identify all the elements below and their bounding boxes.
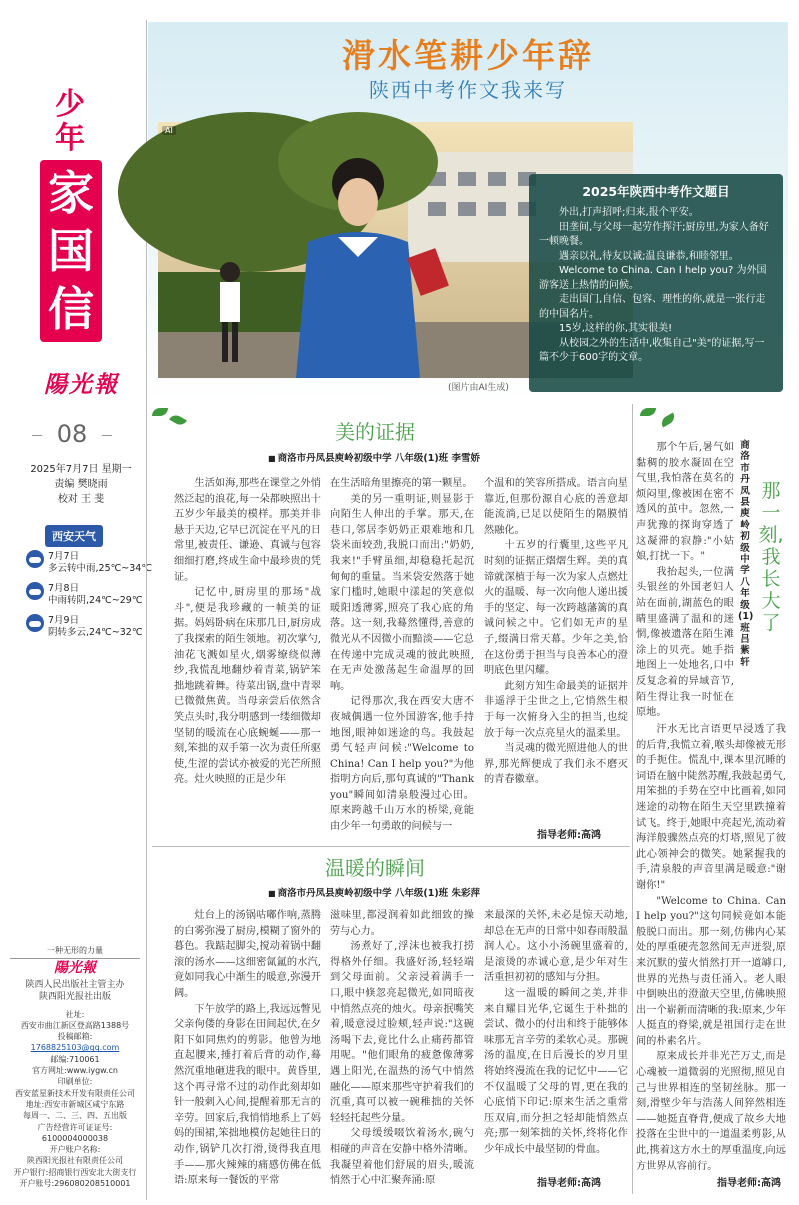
masthead-char: 信 xyxy=(48,282,94,336)
article-column xyxy=(636,722,786,1172)
editor: 责编 樊晓雨 xyxy=(54,479,108,490)
article-byline: 商洛市丹凤县庾岭初级中学 八年级(1)班 吕紫轩 xyxy=(738,440,754,668)
article-column xyxy=(174,908,321,1188)
article-paragraph: 记得那次,我在西安大唐不夜城偶遇一位外国游客,他手持地图,眼神如迷途的鸟。我鼓起勇气轻声问候:"Welcome to China! Can I help you?"为他指明方向后,那句真诚的"Thank you"瞬间如清泉般漫过心田。原来跨越千山万水的桥梁,竟能由少年一句勇敢的问候与一 xyxy=(330,696,474,833)
article-paragraph: 这一温暖的瞬间之美,并非来自耀目光华,它诞生于朴拙的尝试、微小的付出和终于能够体味那无言辛劳的柔软心灵。那碗汤的温度,在日后漫长的岁月里将始终漫流在我的记忆中——它不仅温暖了父母的胃,更在我的心底悄下印记:原来生活之重常压双肩,而分担之轻却能悄然点亮;那一刻笨拙的关怀,终将化作少年成长中最坚韧的骨血。 xyxy=(484,987,628,1155)
imprint-line: 每周一、二、三、四、五出版 xyxy=(23,1111,127,1121)
article-paragraph: 来最深的关怀,未必是惊天动地,却总在无声的日常中如春雨般温润人心。这小小汤碗里盛着的,是滚烫的赤诚心意,是少年对生活重担初初的感知与分担。 xyxy=(484,910,628,984)
weather-date: 7月9日 xyxy=(48,615,80,626)
website-link[interactable]: 官方网址:www.iygw.cn xyxy=(32,1066,118,1076)
article-paragraph: 美的另一重明证,则显影于向陌生人伸出的手掌。那天,在巷口,邻居李奶奶正艰难地和几袋米面较劲,我脱口而出:"奶奶,我来!"手臂虽细,却稳稳托起沉甸甸的重量。当米袋安然落于她家门槛时,她眼中漾起的笑意似暖阳透薄雾,照亮了我心底的角落。这一刻,我蓦然懂得,善意的微光从不因微小而黯淡——它总在传递中完成灵魂的彼此映照,在无声处激荡起生命温厚的回响。 xyxy=(330,493,474,692)
article-byline: ■ 商洛市丹凤县庾岭初级中学 八年级(1)班 朱彩萍 xyxy=(268,885,480,899)
article-paragraph: "Welcome to China. Can I help you?"这句同候竟如本能般脱口而出。那一刻,仿佛内心某处的厚重硬壳忽然间无声迸裂,原来沉默的萤火悄然打开一道罅口,世界的光热与责任涌入。老人眼中倒映出的澄澈天空里,仿佛映照出一个崭新而清晰的我:原来,少年人挺直的脊梁,就是祖国行走在世间的朴素名片。 xyxy=(636,895,786,1047)
topic-paragraph: 从校园之外的生活中,收集自己"美"的证据,写一篇不少于600字的文章。 xyxy=(539,337,765,363)
article-paragraph: 我抬起头,一位满头银丝的外国老妇人站在面前,湖蓝色的眼睛里盛满了温和的迷惘,像被遗落在陌生滩涂上的贝壳。她手指地图上一处地名,口中反复念着的异域音节,陌生得让我一时怔在原地。 xyxy=(636,566,734,719)
weather-date: 7月8日 xyxy=(48,583,80,594)
leaf-icon xyxy=(169,413,187,428)
page-number: 08 xyxy=(34,420,110,448)
article-paragraph: 下午放学的路上,我远远瞥见父亲佝偻的身影在田间起伏,在夕阳下如同焦灼的剪影。他曾为地直起腰来,捶打着后背的动作,蓦然沉重地砸进我的眼中。黄昏里,这个再寻常不过的动作此刻却如针一般刺入心间,提醒着那无言的辛劳。回家后,我悄悄地系上了妈妈的围裙,笨拙地模仿起她往日的动作,锅铲几次打滑,烫得我直甩手——那火辣辣的痛感仿佛在低语:原来每一餐饭的平常 xyxy=(174,1003,321,1187)
column-divider xyxy=(632,404,633,1194)
teacher-credit: 指导老师:高鸿 xyxy=(537,1178,601,1189)
article-column xyxy=(484,476,628,806)
article-title: 美的证据 xyxy=(335,420,415,444)
imprint-line: 西安蓝星新技术开发有限责任公司 xyxy=(15,1088,135,1098)
photo-caption: (图片由AI生成) xyxy=(448,383,509,393)
article-column xyxy=(484,908,628,1155)
article-column xyxy=(174,476,321,846)
imprint-line: 西安市曲江新区登高路1388号 xyxy=(20,1020,130,1030)
weather-title: 西安天气 xyxy=(45,525,103,547)
article-paragraph: 生活如海,那些在课堂之外悄然泛起的浪花,每一朵都映照出十五岁少年最美的模样。那美并非悬于天边,它早已沉淀在平凡的日常里,被责任、谦逊、真诚与包容细细打磨,终成生命中最珍贵的凭证。 xyxy=(174,478,321,583)
imprint-line: 邮编:710061 xyxy=(50,1054,100,1064)
article-paragraph: 在生活暗角里擦亮的第一颗星。 xyxy=(330,478,473,489)
article-title: 温暖的瞬间 xyxy=(325,856,425,880)
article-paragraph: 那个午后,暑气如黏稠的胶水凝固在空气里,我怕落在莫名的烦闷里,像被困在密不透风的茧中。忽然,一声犹豫的探询穿透了这凝滞的寂静:"小姑娘,打扰一下。" xyxy=(636,442,734,563)
imprint-line: 广告经营许可证证号: xyxy=(37,1122,113,1132)
masthead-top: 少年 xyxy=(55,87,87,156)
cloud-icon xyxy=(26,550,44,568)
weather-day xyxy=(26,580,144,606)
imprint-line: 地址:西安市新城区咸宁东路 xyxy=(25,1099,125,1109)
article-paragraph: 原来成长并非光芒万丈,而是心魂被一道微弱的光照彻,照见自己与世界相连的坚韧丝脉。那一刻,滑壁少年与浩荡人间猝然相连——她挺直脊背,便成了故乡大地投落在尘世中的一道温柔剪影,从此,携着这方水土的厚重温度,向远方世界从容前行。 xyxy=(636,1051,786,1172)
article-column xyxy=(330,476,474,846)
weather-desc: 阴转多云,24℃~32℃ xyxy=(48,627,143,638)
article-paragraph: 个温和的笑容所搭成。语言向星靠近,但那份源自心底的善意却能流淌,已足以使陌生的隔膜悄然融化。 xyxy=(484,478,628,536)
article-paragraph: 父母缓缓啜饮着汤水,碗勺相碰的声音在安静中格外清晰。我凝望着他们舒展的眉头,暖流悄然于心中汇聚奔涌:原 xyxy=(330,1128,474,1187)
article-paragraph: 滋味里,都浸润着如此细致的操劳与心力。 xyxy=(330,910,474,937)
topic-paragraph: 遇亲以礼,待友以诚;温良谦恭,和睦邻里。 xyxy=(559,250,739,262)
leaf-icon xyxy=(640,408,656,416)
weather-day xyxy=(26,612,144,638)
imprint-line: 6100004000038 xyxy=(41,1133,109,1143)
masthead-box xyxy=(40,160,102,342)
article-paragraph: 汗水无比言语更早浸透了我的后背,我慌立着,喉头却像被无形的手扼住。慌乱中,课本里沉睡的词语在脑中陡然苏醒,我鼓起勇气,用笨拙的手势在空中比画着,如同迷途的动物在陌生天空里跌撞着试飞。终于,她眼中亮起光,流动着海洋般骤然点亮的灯塔,照见了彼此心领神会的微笑。她紧握我的手,清泉般的声音里满是暖意:"谢谢你!" xyxy=(636,724,786,891)
banner xyxy=(148,22,788,402)
masthead xyxy=(40,88,102,342)
masthead-char: 家 xyxy=(48,166,94,220)
weather-desc: 多云转中雨,25℃~34℃ xyxy=(48,563,152,574)
banner-title: 滑水笔耕少年辞 xyxy=(342,36,594,75)
weather-desc: 中雨转阴,24℃~29℃ xyxy=(48,595,143,606)
exam-topic-box xyxy=(529,174,783,392)
cloud-icon xyxy=(26,614,44,632)
date: 2025年7月7日 星期一 xyxy=(30,464,132,475)
leaf-icon xyxy=(152,408,168,416)
imprint-line: 陕西阳光报社有限责任公司 xyxy=(27,1156,123,1166)
ai-watermark: AI xyxy=(162,126,176,135)
article-paragraph: 此刻方知生命最美的证据并非遥浮于尘世之上,它悄然生根于每一次俯身入尘的担当,也绽放于每一次点亮星火的温柔里。 xyxy=(484,680,628,739)
slogan: 一种无形的力量 xyxy=(10,945,140,959)
leaf-icon xyxy=(659,413,677,428)
section-divider xyxy=(152,846,630,847)
imprint-line: 开户银行:招商银行西安北大街支行 xyxy=(13,1167,137,1177)
paper-logo: 陽光報 xyxy=(44,371,119,398)
imprint-line: 开户账户名称: xyxy=(49,1145,101,1155)
rain-cloud-icon xyxy=(26,582,44,600)
article-column xyxy=(636,440,734,720)
imprint-line: 社址: xyxy=(65,1009,85,1019)
topic-title: 2025年陕西中考作文题目 xyxy=(582,184,730,199)
imprint-line: 开户账号:296080208510001 xyxy=(19,1179,131,1189)
publisher-host: 陕西人民出版社主管主办 陕西阳光报社出版 xyxy=(25,979,125,1002)
article-paragraph: 当灵魂的微光照进他人的世界,那光辉便成了我们永不磨灭的青春徽章。 xyxy=(484,743,628,786)
weather-date: 7月7日 xyxy=(48,551,80,562)
teacher-credit: 指导老师:高鸿 xyxy=(717,1178,781,1189)
masthead-char: 国 xyxy=(48,224,94,278)
imprint-line: 投稿邮箱: xyxy=(57,1032,93,1042)
article-paragraph: 汤煮好了,浮沫也被我打捞得格外仔细。我盛好汤,轻轻端到父母面前。父亲浸着满手一口,眼中倏忽亮起微光,如同暗夜中悄然点亮的烛火。母亲抿嘴笑着,暖意浸过脸颊,轻声说:"这碗汤喝下去,竟比什么止痛药都管用呢。"他们眼角的疲惫像薄雾遇上阳光,在温热的汤气中悄然融化——原来那些守护着我们的沉重,真可以被一碗稚拙的关怀轻轻托起些分量。 xyxy=(330,941,474,1124)
teacher-credit: 指导老师:高鸿 xyxy=(537,830,601,841)
dateline xyxy=(22,462,140,507)
topic-paragraph: 走出国门,自信、包容、理性的你,就是一张行走的中国名片。 xyxy=(539,294,766,320)
article-paragraph: 记忆中,厨房里的那场"战斗",便是我珍藏的一帧美的证据。妈妈卧病在床那几日,厨房成了我探索的陌生领地。初次掌勺,油花飞溅如星火,烟雾缭绕似薄纱,我慌乱地翻炒着青菜,锅铲笨拙地跳着舞。待菜出锅,盘中青翠已微微焦黄。当母亲尝后依然含笑点头时,我分明感到一缕细微却坚韧的暖流在心底蜿蜒——那一刻,笨拙的双手第一次为责任所驱使,生涩的尝试亦被爱的光芒所照亮。灶火映照的正是少年 xyxy=(174,587,321,786)
article-paragraph: 十五岁的行囊里,这些平凡时刻的证据正熠熠生辉。美的真谛就深植于每一次为家人点燃灶火的温暖、每一次向他人递出援手的坚定、每一次跨越藩篱的真诚问候之中。它们如无声的星子,缀满日常天幕。少年之美,恰在这份勇于担当与良善本心的澄明底色里闪耀。 xyxy=(484,540,628,677)
small-paper-logo: 陽光報 xyxy=(54,960,96,977)
weather-day xyxy=(26,548,152,574)
topic-paragraph: 外出,打声招呼;归来,报个平安。 xyxy=(559,207,699,218)
banner-subtitle: 陕西中考作文我来写 xyxy=(369,78,567,102)
topic-paragraph: Welcome to China. Can I help you? 为外国游客送上热情的问候。 xyxy=(539,265,767,291)
imprint-line: 印刷单位: xyxy=(57,1077,93,1087)
article-byline: ■ 商洛市丹凤县庾岭初级中学 八年级(1)班 李雪娇 xyxy=(268,450,480,464)
article-paragraph: 灶台上的汤锅咕嘟作响,蒸腾的白雾弥漫了厨房,模糊了窗外的暮色。我踮起脚尖,搅动着锅中翻滚的汤水——这细密氤氲的水汽,竟如同我心中渐生的暖意,弥漫开阔。 xyxy=(174,910,321,999)
imprint xyxy=(10,945,140,1189)
proofreader: 校对 王 斐 xyxy=(57,494,105,505)
topic-paragraph: 15岁,这样的你,其实很美! xyxy=(559,323,673,334)
article-column xyxy=(330,908,474,1188)
submission-email-link[interactable]: 1768825103@qq.com xyxy=(30,1043,120,1053)
topic-paragraph: 田垄间,与父母一起劳作挥汗;厨房里,为家人备好一顿晚餐。 xyxy=(539,221,769,247)
article-title: 那一刻,我长大了 xyxy=(758,480,784,634)
